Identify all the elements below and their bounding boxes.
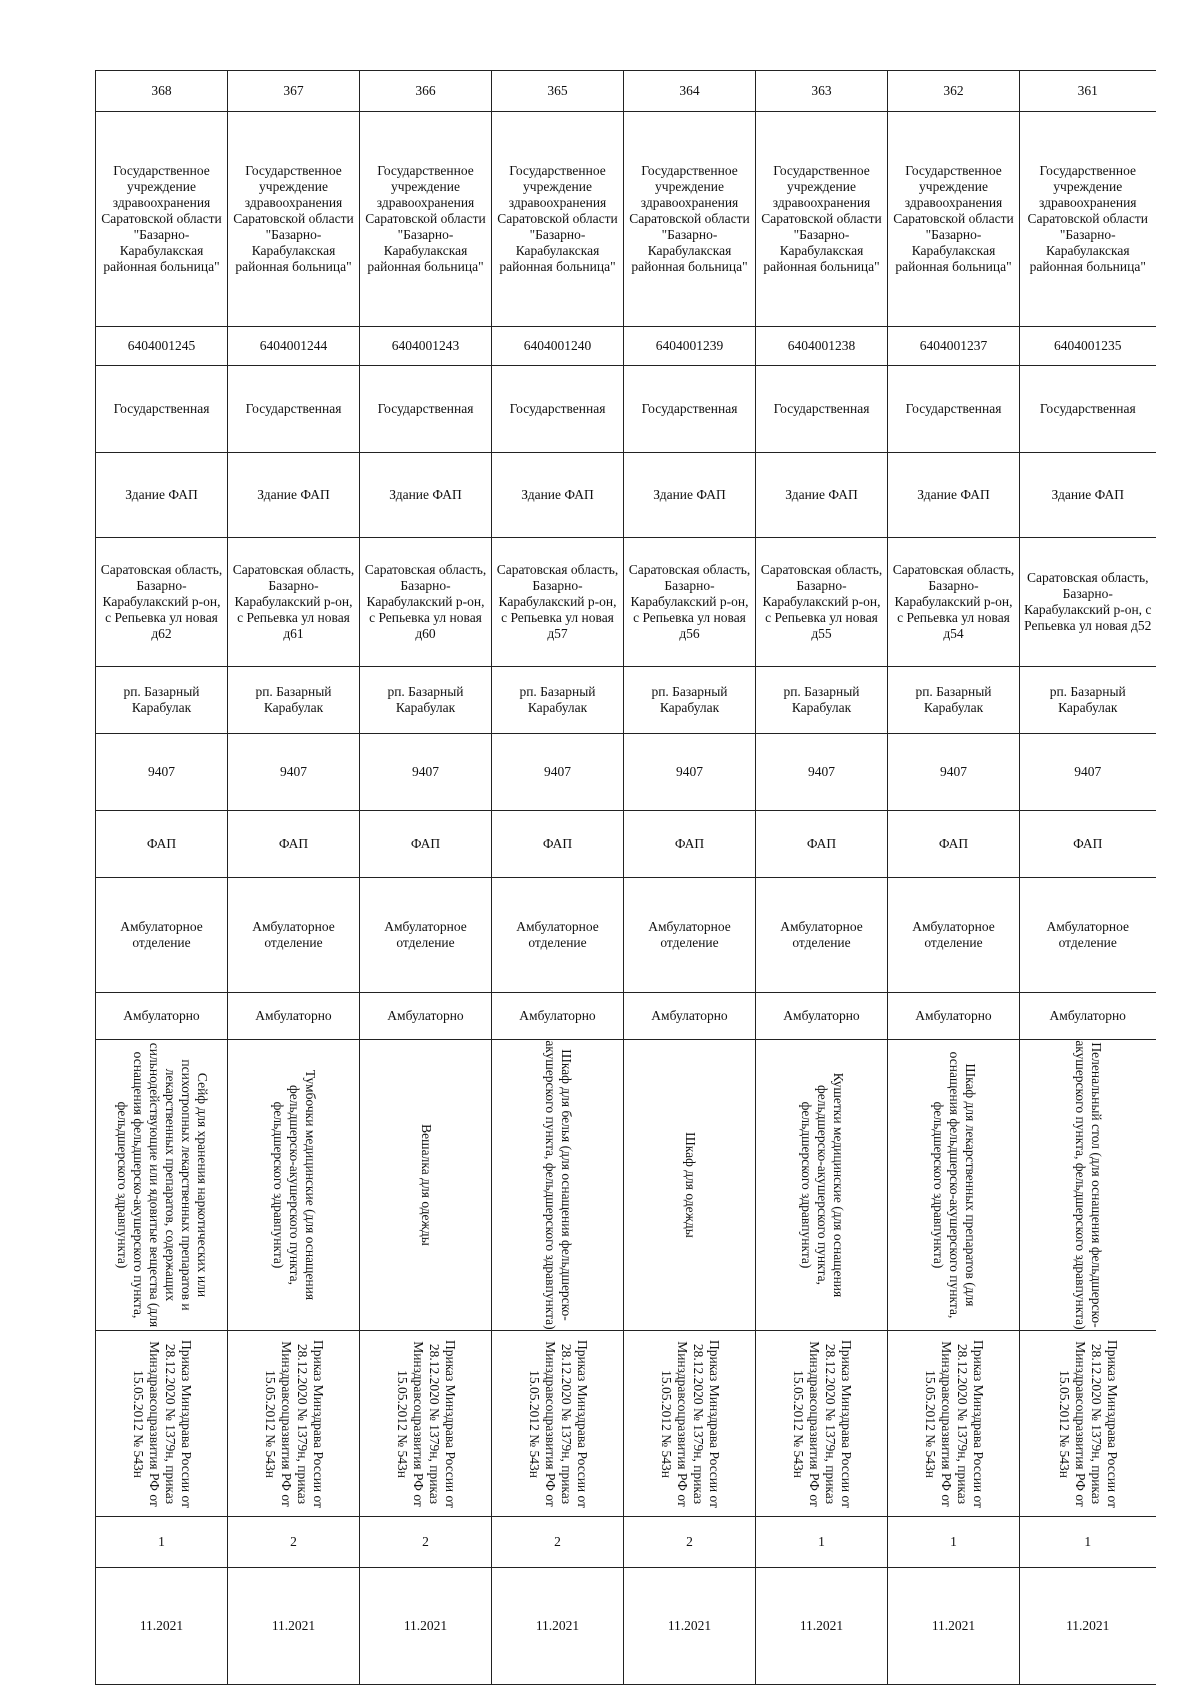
- cell-unit-type: ФАП: [888, 811, 1020, 878]
- cell-code: 9407: [1020, 734, 1156, 811]
- cell-date: 11.2021: [360, 1568, 492, 1685]
- cell-quantity: 1: [1020, 1517, 1156, 1568]
- cell-department: Амбулаторное отделение: [96, 878, 228, 993]
- cell-inn: 6404001243: [360, 327, 492, 366]
- vertical-text-equipment: Тумбочки медицинские (для оснащения фельдшерско-акушерского пункта, фельдшерского здравпункта): [270, 1069, 318, 1301]
- cell-unit-type: ФАП: [360, 811, 492, 878]
- cell-date: 11.2021: [1020, 1568, 1156, 1685]
- cell-inn: 6404001235: [1020, 327, 1156, 366]
- table-row-order: [96, 1331, 1156, 1517]
- vertical-text-order: Приказ Минздрава России от 28.12.2020 № 1379н, приказ Минздравсоцразвития РФ от 15.05.2012 № 543н: [262, 1339, 326, 1508]
- vertical-text-order: Приказ Минздрава России от 28.12.2020 № 1379н, приказ Минздравсоцразвития РФ от 15.05.2012 № 543н: [1056, 1339, 1120, 1508]
- vertical-text-equipment: Сейф для хранения наркотических или психотропных лекарственных препаратов и лекарственных препаратов, содержащих сильнодействующие или ядовитые вещества (для оснащения фельдшерско-акушерского пункта, фельдшерского здравпункта): [114, 1042, 210, 1328]
- vertical-text-order: Приказ Минздрава России от 28.12.2020 № 1379н, приказ Минздравсоцразвития РФ от 15.05.2012 № 543н: [790, 1339, 854, 1508]
- vertical-text-equipment: Шкаф для лекарственных препаратов (для оснащения фельдшерско-акушерского пункта, фельдшерского здравпункта): [930, 1051, 978, 1319]
- cell-equipment: [492, 1040, 624, 1331]
- vertical-text-equipment: Шкаф для белья (для оснащения фельдшерско-акушерского пункта, фельдшерского здравпункта): [542, 1040, 574, 1330]
- cell-care-form: Амбулаторно: [492, 993, 624, 1040]
- cell-row-number: 362: [888, 71, 1020, 112]
- cell-care-form: Амбулаторно: [1020, 993, 1156, 1040]
- cell-order: [492, 1331, 624, 1517]
- table-row-inn: [96, 327, 1156, 366]
- cell-date: 11.2021: [624, 1568, 756, 1685]
- cell-date: 11.2021: [756, 1568, 888, 1685]
- cell-date: 11.2021: [228, 1568, 360, 1685]
- cell-inn: 6404001244: [228, 327, 360, 366]
- cell-row-number: 361: [1020, 71, 1156, 112]
- cell-quantity: 2: [624, 1517, 756, 1568]
- cell-settlement: рп. Базарный Карабулак: [1020, 667, 1156, 734]
- cell-organization: Государственное учреждение здравоохранения Саратовской области "Базарно-Карабулакская районная больница": [96, 112, 228, 327]
- vertical-text-order: Приказ Минздрава России от 28.12.2020 № 1379н, приказ Минздравсоцразвития РФ от 15.05.2012 № 543н: [130, 1339, 194, 1508]
- cell-order: [228, 1331, 360, 1517]
- cell-order: [96, 1331, 228, 1517]
- cell-unit-type: ФАП: [228, 811, 360, 878]
- cell-ownership: Государственная: [888, 366, 1020, 453]
- cell-organization: Государственное учреждение здравоохранения Саратовской области "Базарно-Карабулакская районная больница": [888, 112, 1020, 327]
- cell-ownership: Государственная: [1020, 366, 1156, 453]
- cell-address: Саратовская область, Базарно-Карабулакский р-он, с Репьевка ул новая д61: [228, 538, 360, 667]
- cell-building: Здание ФАП: [96, 453, 228, 538]
- cell-code: 9407: [624, 734, 756, 811]
- table-row-date: [96, 1568, 1156, 1685]
- cell-inn: 6404001239: [624, 327, 756, 366]
- cell-settlement: рп. Базарный Карабулак: [756, 667, 888, 734]
- cell-ownership: Государственная: [624, 366, 756, 453]
- cell-code: 9407: [96, 734, 228, 811]
- cell-row-number: 364: [624, 71, 756, 112]
- cell-organization: Государственное учреждение здравоохранения Саратовской области "Базарно-Карабулакская районная больница": [1020, 112, 1156, 327]
- cell-quantity: 2: [228, 1517, 360, 1568]
- cell-equipment: [624, 1040, 756, 1331]
- cell-order: [624, 1331, 756, 1517]
- cell-address: Саратовская область, Базарно-Карабулакский р-он, с Репьевка ул новая д54: [888, 538, 1020, 667]
- cell-quantity: 2: [360, 1517, 492, 1568]
- cell-code: 9407: [756, 734, 888, 811]
- cell-address: Саратовская область, Базарно-Карабулакский р-он, с Репьевка ул новая д60: [360, 538, 492, 667]
- cell-address: Саратовская область, Базарно-Карабулакский р-он, с Репьевка ул новая д62: [96, 538, 228, 667]
- table-row-organization: [96, 112, 1156, 327]
- vertical-text-order: Приказ Минздрава России от 28.12.2020 № 1379н, приказ Минздравсоцразвития РФ от 15.05.2012 № 543н: [922, 1339, 986, 1508]
- cell-department: Амбулаторное отделение: [360, 878, 492, 993]
- cell-organization: Государственное учреждение здравоохранения Саратовской области "Базарно-Карабулакская районная больница": [756, 112, 888, 327]
- cell-address: Саратовская область, Базарно-Карабулакский р-он, с Репьевка ул новая д52: [1020, 538, 1156, 667]
- cell-building: Здание ФАП: [360, 453, 492, 538]
- cell-row-number: 365: [492, 71, 624, 112]
- cell-building: Здание ФАП: [624, 453, 756, 538]
- cell-unit-type: ФАП: [624, 811, 756, 878]
- cell-department: Амбулаторное отделение: [1020, 878, 1156, 993]
- cell-ownership: Государственная: [360, 366, 492, 453]
- cell-date: 11.2021: [492, 1568, 624, 1685]
- cell-row-number: 366: [360, 71, 492, 112]
- cell-date: 11.2021: [96, 1568, 228, 1685]
- cell-care-form: Амбулаторно: [756, 993, 888, 1040]
- table-row-building: [96, 453, 1156, 538]
- cell-quantity: 1: [756, 1517, 888, 1568]
- cell-code: 9407: [492, 734, 624, 811]
- cell-organization: Государственное учреждение здравоохранения Саратовской области "Базарно-Карабулакская районная больница": [228, 112, 360, 327]
- cell-department: Амбулаторное отделение: [888, 878, 1020, 993]
- cell-ownership: Государственная: [756, 366, 888, 453]
- cell-equipment: [228, 1040, 360, 1331]
- cell-settlement: рп. Базарный Карабулак: [492, 667, 624, 734]
- cell-care-form: Амбулаторно: [360, 993, 492, 1040]
- cell-settlement: рп. Базарный Карабулак: [96, 667, 228, 734]
- cell-care-form: Амбулаторно: [96, 993, 228, 1040]
- cell-address: Саратовская область, Базарно-Карабулакский р-он, с Репьевка ул новая д56: [624, 538, 756, 667]
- vertical-text-order: Приказ Минздрава России от 28.12.2020 № 1379н, приказ Минздравсоцразвития РФ от 15.05.2012 № 543н: [394, 1339, 458, 1508]
- cell-department: Амбулаторное отделение: [756, 878, 888, 993]
- cell-ownership: Государственная: [492, 366, 624, 453]
- table-row-department: [96, 878, 1156, 993]
- table-row-care-form: [96, 993, 1156, 1040]
- cell-building: Здание ФАП: [492, 453, 624, 538]
- table-row-code: [96, 734, 1156, 811]
- table-row-unit-type: [96, 811, 1156, 878]
- cell-equipment: [360, 1040, 492, 1331]
- cell-department: Амбулаторное отделение: [624, 878, 756, 993]
- cell-ownership: Государственная: [96, 366, 228, 453]
- table-row-address: [96, 538, 1156, 667]
- cell-equipment: [756, 1040, 888, 1331]
- cell-department: Амбулаторное отделение: [228, 878, 360, 993]
- cell-unit-type: ФАП: [1020, 811, 1156, 878]
- cell-row-number: 367: [228, 71, 360, 112]
- cell-code: 9407: [888, 734, 1020, 811]
- cell-date: 11.2021: [888, 1568, 1020, 1685]
- cell-order: [360, 1331, 492, 1517]
- cell-address: Саратовская область, Базарно-Карабулакский р-он, с Репьевка ул новая д57: [492, 538, 624, 667]
- cell-inn: 6404001240: [492, 327, 624, 366]
- cell-organization: Государственное учреждение здравоохранения Саратовской области "Базарно-Карабулакская районная больница": [624, 112, 756, 327]
- cell-settlement: рп. Базарный Карабулак: [360, 667, 492, 734]
- cell-settlement: рп. Базарный Карабулак: [228, 667, 360, 734]
- cell-ownership: Государственная: [228, 366, 360, 453]
- cell-quantity: 1: [96, 1517, 228, 1568]
- cell-building: Здание ФАП: [1020, 453, 1156, 538]
- document-sheet: [95, 70, 1155, 1685]
- cell-settlement: рп. Базарный Карабулак: [888, 667, 1020, 734]
- cell-care-form: Амбулаторно: [888, 993, 1020, 1040]
- cell-address: Саратовская область, Базарно-Карабулакский р-он, с Репьевка ул новая д55: [756, 538, 888, 667]
- cell-care-form: Амбулаторно: [624, 993, 756, 1040]
- table-row-settlement: [96, 667, 1156, 734]
- cell-row-number: 368: [96, 71, 228, 112]
- cell-unit-type: ФАП: [756, 811, 888, 878]
- vertical-text-order: Приказ Минздрава России от 28.12.2020 № 1379н, приказ Минздравсоцразвития РФ от 15.05.2012 № 543н: [658, 1339, 722, 1508]
- cell-building: Здание ФАП: [756, 453, 888, 538]
- vertical-text-equipment: Пеленальный стол (для оснащения фельдшерско-акушерского пункта, фельдшерского здравпункта): [1072, 1040, 1104, 1330]
- table-row-equipment: [96, 1040, 1156, 1331]
- cell-equipment: [888, 1040, 1020, 1331]
- cell-unit-type: ФАП: [96, 811, 228, 878]
- cell-order: [756, 1331, 888, 1517]
- cell-quantity: 1: [888, 1517, 1020, 1568]
- cell-code: 9407: [228, 734, 360, 811]
- cell-row-number: 363: [756, 71, 888, 112]
- table-row-ownership: [96, 366, 1156, 453]
- cell-inn: 6404001245: [96, 327, 228, 366]
- vertical-text-equipment: Шкаф для одежды: [682, 1132, 698, 1238]
- cell-care-form: Амбулаторно: [228, 993, 360, 1040]
- cell-settlement: рп. Базарный Карабулак: [624, 667, 756, 734]
- vertical-text-equipment: Кушетки медицинские (для оснащения фельдшерско-акушерского пункта, фельдшерского здравпункта): [798, 1072, 846, 1298]
- cell-equipment: [96, 1040, 228, 1331]
- cell-equipment: [1020, 1040, 1156, 1331]
- cell-quantity: 2: [492, 1517, 624, 1568]
- cell-organization: Государственное учреждение здравоохранения Саратовской области "Базарно-Карабулакская районная больница": [360, 112, 492, 327]
- cell-code: 9407: [360, 734, 492, 811]
- table-row-row-number: [96, 71, 1156, 112]
- cell-organization: Государственное учреждение здравоохранения Саратовской области "Базарно-Карабулакская районная больница": [492, 112, 624, 327]
- table-row-quantity: [96, 1517, 1156, 1568]
- cell-building: Здание ФАП: [228, 453, 360, 538]
- cell-inn: 6404001237: [888, 327, 1020, 366]
- cell-building: Здание ФАП: [888, 453, 1020, 538]
- cell-department: Амбулаторное отделение: [492, 878, 624, 993]
- cell-order: [888, 1331, 1020, 1517]
- cell-order: [1020, 1331, 1156, 1517]
- cell-inn: 6404001238: [756, 327, 888, 366]
- vertical-text-order: Приказ Минздрава России от 28.12.2020 № 1379н, приказ Минздравсоцразвития РФ от 15.05.2012 № 543н: [526, 1339, 590, 1508]
- vertical-text-equipment: Вешалка для одежды: [418, 1124, 434, 1246]
- cell-unit-type: ФАП: [492, 811, 624, 878]
- equipment-table: [95, 70, 1156, 1685]
